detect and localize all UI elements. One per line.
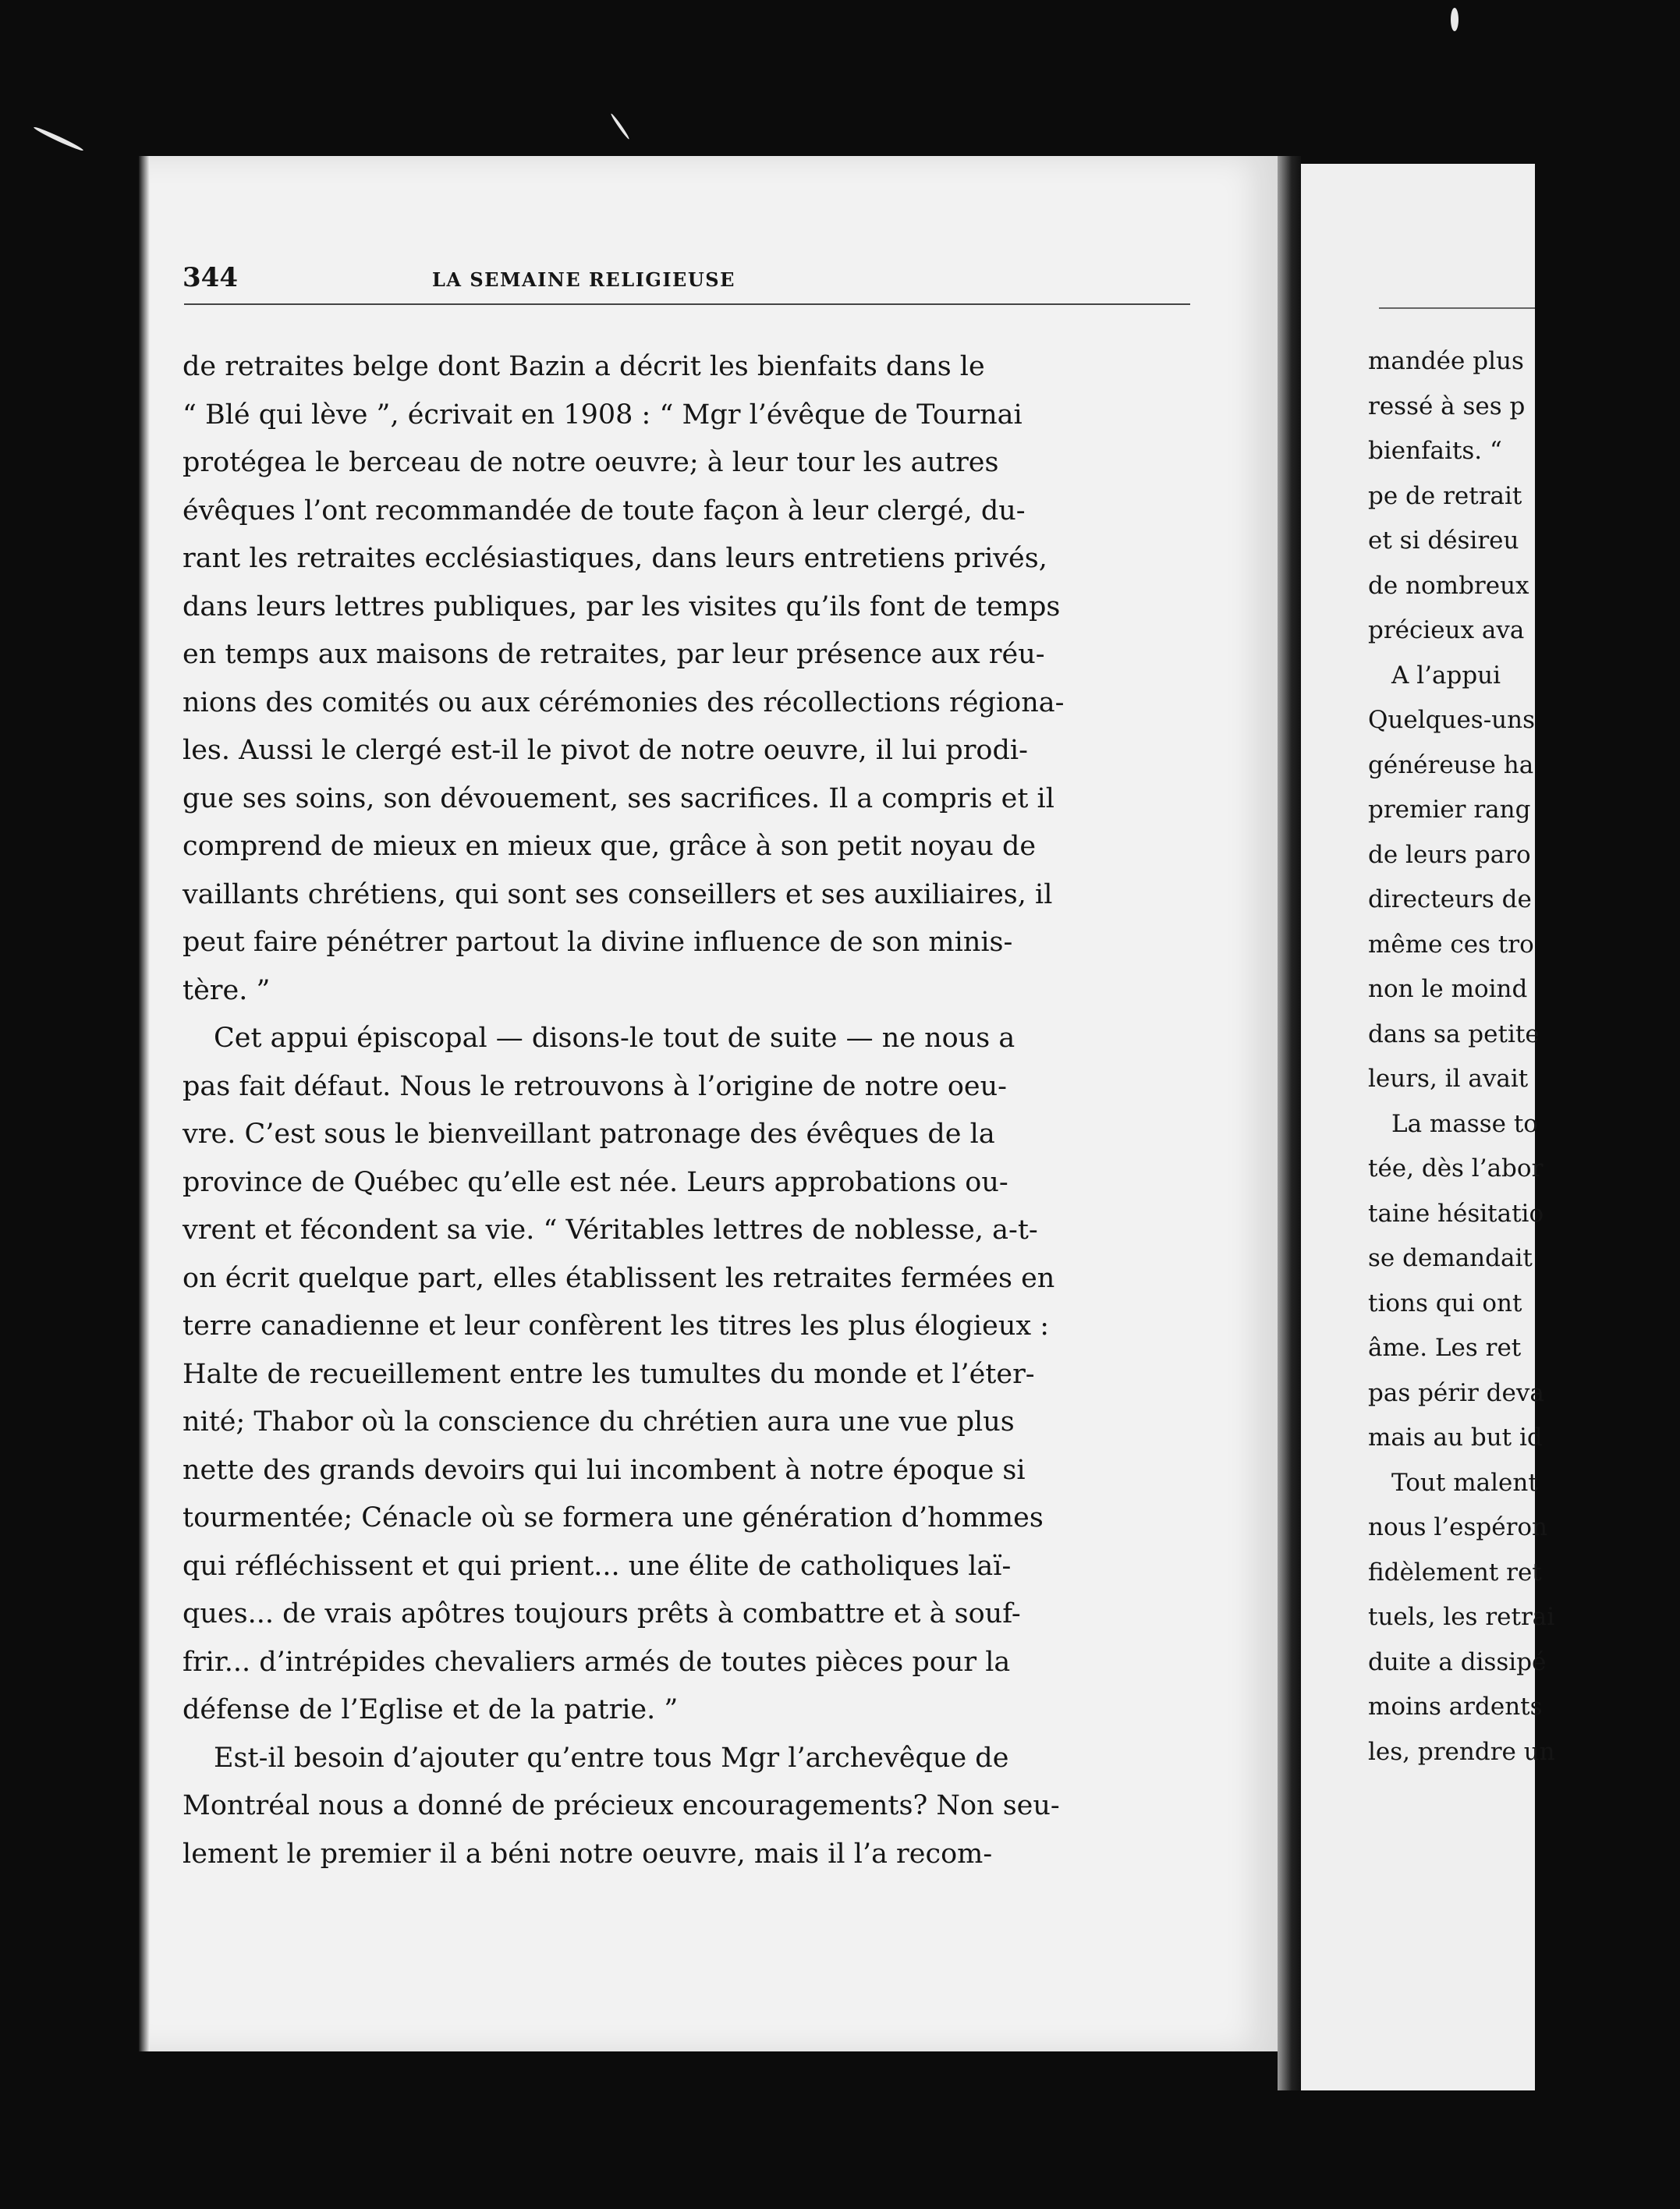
text-line: Halte de recueillement entre les tumultes du monde et l’éter-: [183, 1358, 1035, 1390]
text-line: fidèlement ret: [1368, 1558, 1542, 1587]
text-line: les. Aussi le clergé est-il le pivot de notre oeuvre, il lui prodi-: [183, 735, 1028, 766]
text-line: pas périr deva: [1368, 1378, 1544, 1407]
text-line: lement le premier il a béni notre oeuvre, mais il l’a recom-: [183, 1838, 993, 1870]
text-line: nous l’espéron: [1368, 1513, 1548, 1541]
scan-speck: [33, 125, 84, 152]
scan-speck: [610, 112, 630, 140]
text-line: La masse to: [1391, 1109, 1538, 1138]
running-head: LA SEMAINE RELIGIEUSE: [432, 268, 735, 291]
text-line: frir... d’intrépides chevaliers armés de toutes pièces pour la: [183, 1646, 1011, 1678]
text-line: dans sa petite: [1368, 1019, 1540, 1048]
text-line: tère. ”: [183, 974, 271, 1006]
text-line: comprend de mieux en mieux que, grâce à son petit noyau de: [183, 831, 1037, 862]
text-line: vaillants chrétiens, qui sont ses conseillers et ses auxiliaires, il: [183, 878, 1053, 910]
right-page: [1301, 164, 1555, 2090]
text-line: vrent et fécondent sa vie. “ Véritables lettres de noblesse, a-t-: [183, 1214, 1038, 1246]
right-header-rule: [1379, 307, 1535, 309]
text-line: tions qui ont: [1368, 1289, 1522, 1317]
text-line: Tout malent: [1391, 1468, 1538, 1497]
text-line: bienfaits. “: [1368, 437, 1502, 465]
text-line: pas fait défaut. Nous le retrouvons à l’origine de notre oeu-: [183, 1070, 1007, 1102]
header-rule: [184, 303, 1190, 305]
text-line: duite a dissipé: [1368, 1647, 1547, 1676]
text-line: Est-il besoin d’ajouter qu’entre tous Mgr l’archevêque de: [214, 1742, 1009, 1774]
text-line: Cet appui épiscopal — disons-le tout de suite — ne nous a: [214, 1023, 1015, 1054]
text-line: précieux ava: [1368, 616, 1525, 644]
text-line: on écrit quelque part, elles établissent les retraites fermées en: [183, 1262, 1055, 1294]
text-line: “ Blé qui lève ”, écrivait en 1908 : “ Mgr l’évêque de Tournai: [183, 399, 1023, 431]
book-gutter: [1278, 156, 1301, 2090]
text-line: mandée plus: [1368, 347, 1524, 375]
text-line: non le moind: [1368, 975, 1528, 1003]
text-line: de nombreux: [1368, 571, 1529, 600]
text-line: défense de l’Eglise et de la patrie. ”: [183, 1694, 679, 1725]
text-line: directeurs de: [1368, 885, 1532, 913]
text-line: nions des comités ou aux cérémonies des récollections régiona-: [183, 686, 1065, 718]
text-line: A l’appui: [1391, 661, 1501, 690]
scan-speck: [1451, 8, 1458, 31]
text-line: de retraites belge dont Bazin a décrit les bienfaits dans le: [183, 351, 985, 382]
page-number: 344: [183, 262, 238, 293]
text-line: peut faire pénétrer partout la divine influence de son minis-: [183, 927, 1013, 958]
text-line: qui réfléchissent et qui prient... une élite de catholiques laï-: [183, 1550, 1012, 1582]
text-line: âme. Les ret: [1368, 1334, 1522, 1362]
text-line: mais au but id: [1368, 1424, 1543, 1452]
text-line: généreuse ha: [1368, 750, 1534, 779]
text-line: les, prendre un: [1368, 1737, 1555, 1766]
text-line: gue ses soins, son dévouement, ses sacrifices. Il a compris et il: [183, 782, 1054, 814]
text-line: de leurs paro: [1368, 840, 1531, 869]
text-line: tuels, les retrai: [1368, 1603, 1555, 1631]
text-line: protégea le berceau de notre oeuvre; à leur tour les autres: [183, 447, 999, 478]
text-line: dans leurs lettres publiques, par les visites qu’ils font de temps: [183, 590, 1061, 622]
text-line: rant les retraites ecclésiastiques, dans leurs entretiens privés,: [183, 543, 1047, 574]
left-page-text: [183, 343, 1212, 1878]
right-page-text: [1368, 339, 1680, 1775]
text-line: leurs, il avait: [1368, 1065, 1529, 1093]
text-line: en temps aux maisons de retraites, par leur présence aux réu-: [183, 639, 1045, 670]
text-line: province de Québec qu’elle est née. Leurs approbations ou-: [183, 1166, 1008, 1198]
text-line: taine hésitatio: [1368, 1199, 1544, 1228]
text-line: ques... de vrais apôtres toujours prêts à combattre et à souf-: [183, 1598, 1021, 1629]
text-line: et si désireu: [1368, 527, 1519, 555]
text-line: se demandait: [1368, 1244, 1533, 1272]
text-line: pe de retrait: [1368, 481, 1522, 510]
text-line: ressé à ses p: [1368, 392, 1526, 420]
text-line: tourmentée; Cénacle où se formera une génération d’hommes: [183, 1502, 1044, 1534]
text-line: nette des grands devoirs qui lui incombent à notre époque si: [183, 1454, 1026, 1486]
text-line: tée, dès l’abor: [1368, 1154, 1544, 1183]
text-line: nité; Thabor où la conscience du chrétien aura une vue plus: [183, 1406, 1015, 1438]
text-line: Quelques-uns: [1368, 706, 1536, 734]
page-header: [183, 262, 1196, 309]
text-line: moins ardents: [1368, 1693, 1543, 1721]
text-line: vre. C’est sous le bienveillant patronage des évêques de la: [183, 1119, 995, 1150]
text-line: Montréal nous a donné de précieux encouragements? Non seu-: [183, 1790, 1060, 1821]
text-line: terre canadienne et leur confèrent les titres les plus élogieux :: [183, 1310, 1050, 1342]
text-line: premier rang: [1368, 796, 1531, 824]
text-line: évêques l’ont recommandée de toute façon à leur clergé, du-: [183, 495, 1026, 527]
text-line: même ces tro: [1368, 930, 1534, 959]
